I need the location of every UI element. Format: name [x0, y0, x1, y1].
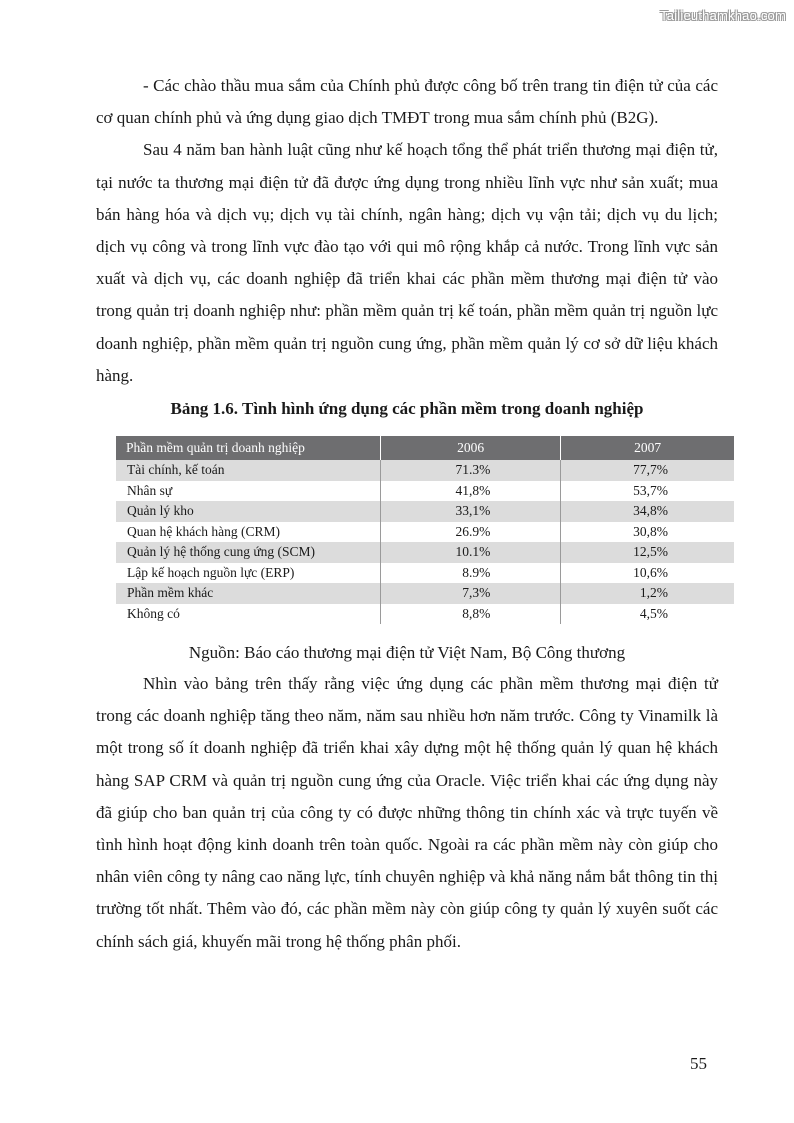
value-2007: 1,2%: [561, 583, 734, 604]
header-software: Phần mềm quản trị doanh nghiệp: [116, 436, 381, 460]
page-number: 55: [690, 1054, 707, 1073]
table-row: [116, 542, 734, 563]
table-row: [116, 522, 734, 543]
row-label: Quan hệ khách hàng (CRM): [116, 522, 381, 543]
watermark: Tailieuthamkhao.com: [660, 8, 786, 23]
table-header-row: [116, 436, 734, 460]
table-row: [116, 604, 734, 625]
value-2007: 10,6%: [561, 563, 734, 584]
value-2007: 12,5%: [561, 542, 734, 563]
document-body: [96, 70, 718, 958]
value-2006: 10.1%: [381, 542, 561, 563]
value-2007: 34,8%: [561, 501, 734, 522]
row-label: Không có: [116, 604, 381, 625]
table-row: [116, 481, 734, 502]
header-2006: 2006: [381, 436, 561, 460]
software-usage-table: [116, 436, 734, 624]
value-2006: 33,1%: [381, 501, 561, 522]
paragraph-1: - Các chào thầu mua sắm của Chính phủ được công bố trên trang tin điện tử của các cơ quan chính phủ và ứng dụng giao dịch TMĐT trong mua sắm chính phủ (B2G).: [96, 76, 718, 128]
value-2006: 7,3%: [381, 583, 561, 604]
value-2006: 8.9%: [381, 563, 561, 584]
value-2006: 41,8%: [381, 481, 561, 502]
table-row: [116, 460, 734, 481]
row-label: Phần mềm khác: [116, 583, 381, 604]
table-source: Nguồn: Báo cáo thương mại điện tử Việt Nam, Bộ Công thương: [188, 643, 626, 663]
table-row: [116, 583, 734, 604]
row-label: Lập kế hoạch nguồn lực (ERP): [116, 563, 381, 584]
value-2006: 26.9%: [381, 522, 561, 543]
table-caption: Bảng 1.6. Tình hình ứng dụng các phần mềm trong doanh nghiệp: [170, 399, 644, 419]
value-2007: 53,7%: [561, 481, 734, 502]
row-label: Nhân sự: [116, 481, 381, 502]
row-label: Quản lý hệ thống cung ứng (SCM): [116, 542, 381, 563]
value-2006: 8,8%: [381, 604, 561, 625]
table-row: [116, 563, 734, 584]
value-2007: 77,7%: [561, 460, 734, 481]
paragraph-3: Nhìn vào bảng trên thấy rằng việc ứng dụng các phần mềm thương mại điện tử trong các doanh nghiệp tăng theo năm, năm sau nhiều hơn năm trước. Công ty Vinamilk là một trong số ít doanh nghiệp đã triển khai xây dựng một hệ thống quản lý quan hệ khách hàng SAP CRM và quản trị nguồn cung ứng của Oracle. Việc triển khai các ứng dụng này đã giúp cho ban quản trị của công ty có được những thông tin chính xác và trực tuyến về tình hình hoạt động kinh doanh trên toàn quốc. Ngoài ra các phần mềm này còn giúp cho nhân viên công ty nâng cao năng lực, tính chuyên nghiệp và khả năng nắm bắt thông tin thị trường tốt nhất. Thêm vào đó, các phần mềm này còn giúp công ty quản lý xuyên suốt các chính sách giá, khuyến mãi trong hệ thống phân phối.: [96, 674, 718, 951]
value-2006: 71.3%: [381, 460, 561, 481]
paragraph-2: Sau 4 năm ban hành luật cũng như kế hoạch tổng thể phát triển thương mại điện tử, tại nước ta thương mại điện tử đã được ứng dụng trong nhiều lĩnh vực như sản xuất; mua bán hàng hóa và dịch vụ; dịch vụ tài chính, ngân hàng; dịch vụ vận tải; dịch vụ du lịch; dịch vụ công và trong lĩnh vực đào tạo với qui mô rộng khắp cả nước. Trong lĩnh vực sản xuất và dịch vụ, các doanh nghiệp đã triển khai các phần mềm thương mại điện tử vào trong quản trị doanh nghiệp như: phần mềm quản trị kế toán, phần mềm quản trị nguồn lực doanh nghiệp, phần mềm quản trị nguồn cung ứng, phần mềm quản lý cơ sở dữ liệu khách hàng.: [96, 140, 718, 385]
value-2007: 30,8%: [561, 522, 734, 543]
value-2007: 4,5%: [561, 604, 734, 625]
row-label: Tài chính, kế toán: [116, 460, 381, 481]
table-row: [116, 501, 734, 522]
row-label: Quản lý kho: [116, 501, 381, 522]
header-2007: 2007: [561, 436, 734, 460]
